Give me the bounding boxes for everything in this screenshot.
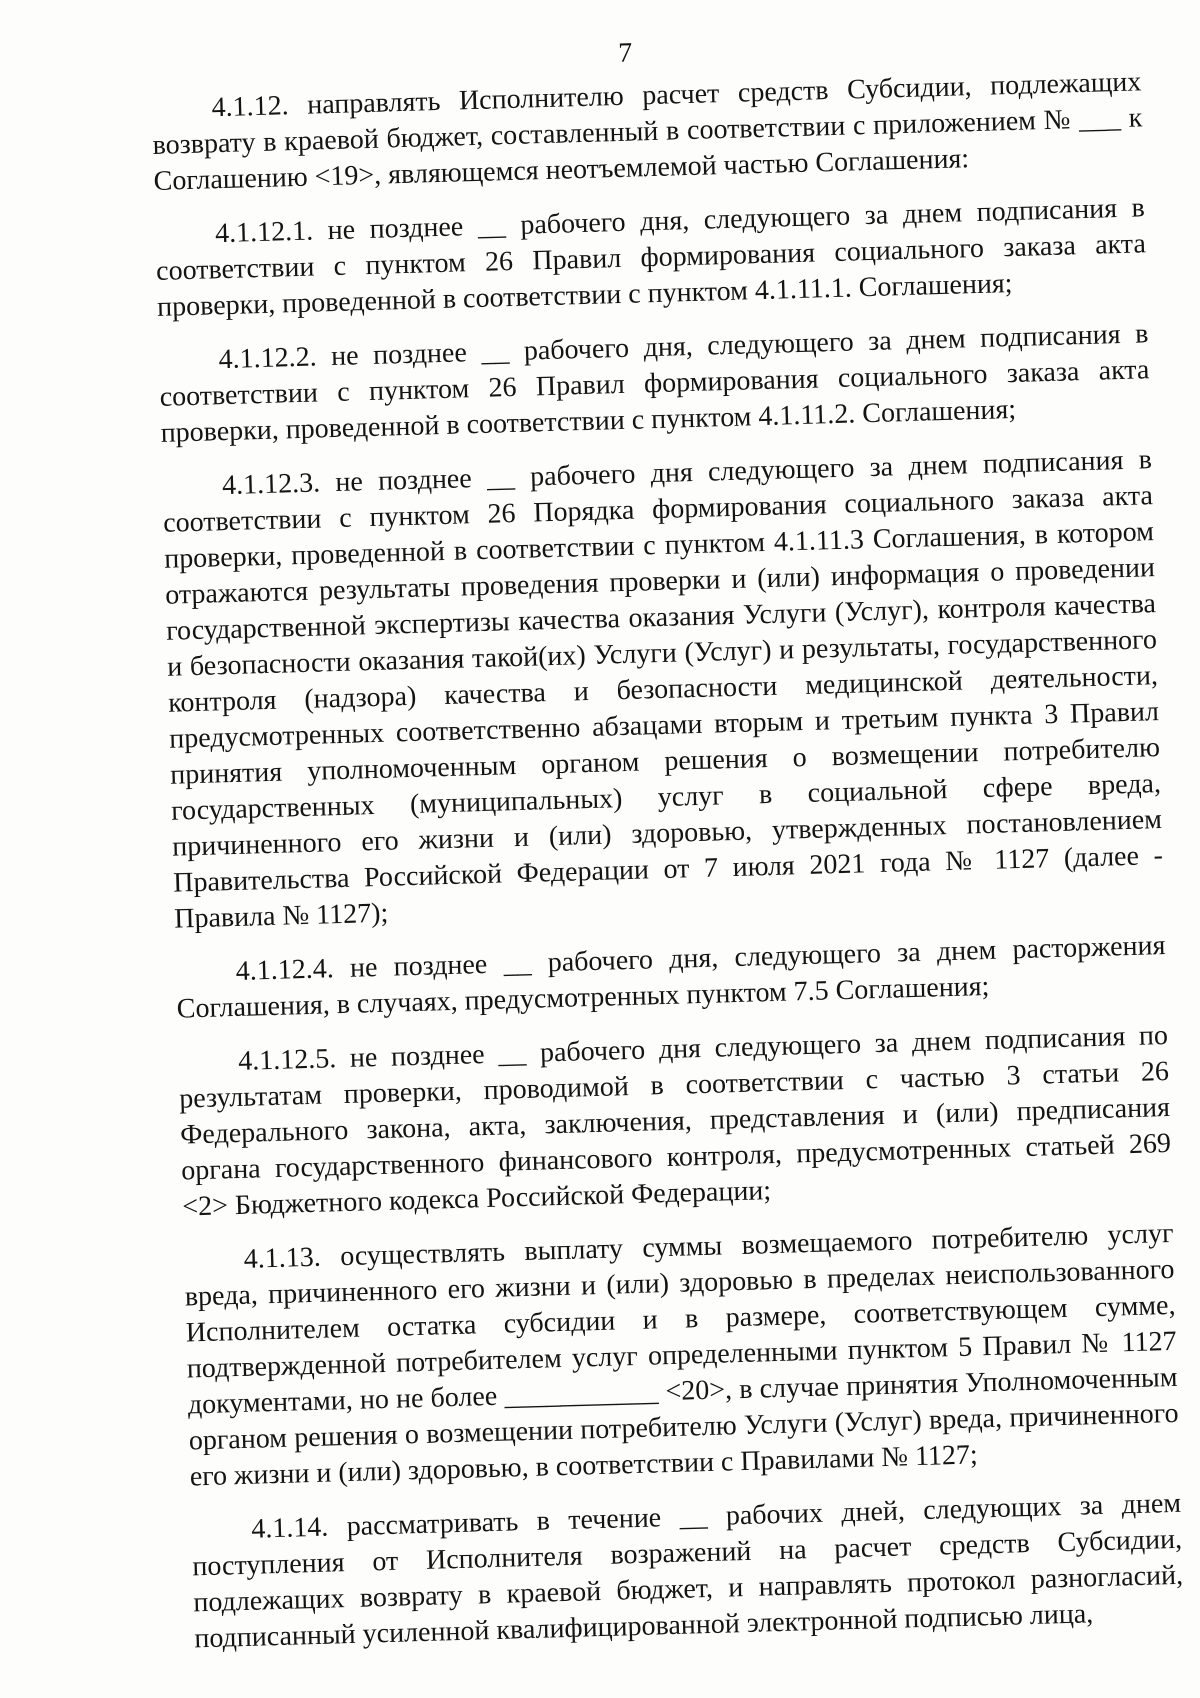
paragraph-4-1-12-2: 4.1.12.2. не позднее __ рабочего дня, следующего за днем подписания в соответствии с пунктом 26 Правил формирования социального заказа акта проверки, проведенной в соответствии с пунктом 4.1.11.2. Соглашения; (159, 318, 1150, 449)
paragraph-4-1-13: 4.1.13. осуществлять выплату суммы возмещаемого потребителю услуг вреда, причиненного его жизни и (или) здоровью в пределах неиспользованного Исполнителем остатка субсидии и в размере, соответствующем сумме, подтвержденной потребителем услуг определенными пунктом 5 Правил № 1127 документами, но не более ___________ <20>, в случае принятия Уполномоченным органом решения о возмещении потребителю Услуги (Услуг) вреда, причиненного его жизни и (или) здоровью, в соответствии с Правилами № 1127; (184, 1217, 1179, 1493)
page-number: 7 (617, 37, 633, 69)
document-body (150, 22, 1185, 1675)
paragraph-4-1-12-5: 4.1.12.5. не позднее __ рабочего дня следующего за днем подписания по результатам проверки, проводимой в соответствии с частью 3 статьи 26 Федерального закона, акта, заключения, представления и (или) предписания органа государственного финансового контроля, предусмотренных статьей 269 <2> Бюджетного кодекса Российской Федерации; (178, 1019, 1172, 1223)
paragraph-4-1-12-3: 4.1.12.3. не позднее __ рабочего дня следующего за днем подписания в соответствии с пунктом 26 Порядка формирования социального заказа акта проверки, проведенной в соответствии с пунктом 4.1.11.3 Соглашения, в котором отражаются результаты проведения проверки и (или) информация о проведении государственной экспертизы качества оказания Услуги (Услуг), контроля качества и безопасности оказания такой(их) Услуги (Услуг) и результаты, государственного контроля (надзора) качества и безопасности медицинской деятельности, предусмотренных соответственно абзацами вторым и третьим пункта 3 Правил принятия уполномоченным органом решения о возмещении потребителю государственных (муниципальных) услуг в социальной сфере вреда, причиненного его жизни и (или) здоровью, утвержденных постановлением Правительства Российской Федерации от 7 июля 2021 года № 1127 (далее - Правила № 1127); (162, 444, 1164, 935)
paragraph-4-1-12-4: 4.1.12.4. не позднее __ рабочего дня, следующего за днем расторжения Соглашения, в случаях, предусмотренных пунктом 7.5 Соглашения; (176, 930, 1166, 1025)
paragraph-4-1-12: 4.1.12. направлять Исполнителю расчет средств Субсидии, подлежащих возврату в краевой бюджет, составленный в соответствии с приложением № ___ к Соглашению <19>, являющемся неотъемлемой частью Соглашения: (152, 66, 1143, 197)
paragraph-4-1-12-1: 4.1.12.1. не позднее __ рабочего дня, следующего за днем подписания в соответствии с пунктом 26 Правил формирования социального заказа акта проверки, проведенной в соответствии с пунктом 4.1.11.1. Соглашения; (155, 192, 1147, 323)
paragraph-4-1-14: 4.1.14. рассматривать в течение __ рабочих дней, следующих за днем поступления от Исполнителя возражений на расчет средств Субсидии, подлежащих возврату в краевой бюджет, и направлять протокол разногласий, подписанный усиленной квалифицированной электронной подписью лица, (191, 1487, 1184, 1655)
